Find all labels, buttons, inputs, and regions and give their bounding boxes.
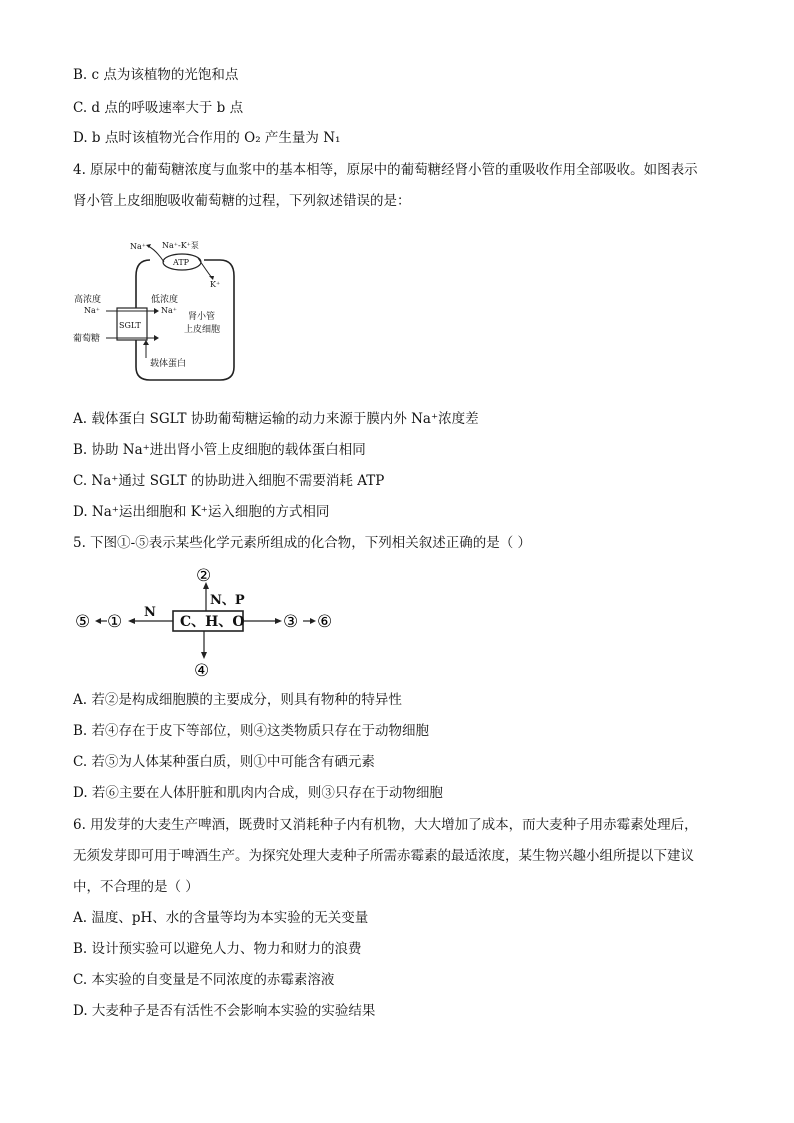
label-np: N、P (210, 593, 245, 608)
pump-label: Na⁺-K⁺泵 (162, 241, 199, 250)
q5-option-a: A. 若②是构成细胞膜的主要成分，则具有物种的特异性 (73, 692, 402, 708)
q5-stem: 5. 下图①-⑤表示某些化学元素所组成的化合物，下列相关叙述正确的是（ ） (73, 535, 532, 551)
compound-diagram (70, 562, 360, 682)
q6-option-c: C. 本实验的自变量是不同浓度的赤霉素溶液 (73, 972, 335, 988)
kidney-cell-diagram (70, 232, 250, 384)
q3-option-c: C. d 点的呼吸速率大于 b 点 (73, 100, 244, 116)
cell-label-2: 上皮细胞 (184, 325, 221, 335)
high-conc-label: 高浓度 (74, 295, 102, 305)
node-5: ⑤ (75, 612, 91, 632)
low-conc-label: 低浓度 (151, 295, 179, 305)
q5-option-c: C. 若⑤为人体某种蛋白质，则①中可能含有硒元素 (73, 754, 375, 770)
q4-stem-line2: 肾小管上皮细胞吸收葡萄糖的过程，下列叙述错误的是： (73, 193, 411, 209)
atp-label: ATP (173, 258, 190, 267)
cell-label-1: 肾小管 (188, 312, 216, 322)
q5-option-b: B. 若④存在于皮下等部位，则④这类物质只存在于动物细胞 (73, 723, 430, 739)
carrier-label: 载体蛋白 (150, 359, 187, 369)
node-3: ③ (283, 612, 299, 632)
q3-option-b: B. c 点为该植物的光饱和点 (73, 67, 239, 83)
k-label: K⁺ (210, 280, 221, 289)
node-4: ④ (194, 661, 210, 681)
q6-stem-line3: 中，不合理的是（ ） (73, 879, 199, 895)
na-out-label: Na⁺ (130, 242, 146, 251)
sglt-label: SGLT (119, 321, 141, 330)
q4-stem-line1: 4. 原尿中的葡萄糖浓度与血浆中的基本相等，原尿中的葡萄糖经肾小管的重吸收作用全部吸收。如图表示 (73, 162, 698, 178)
label-n: N (144, 605, 156, 620)
glucose-label: 葡萄糖 (73, 334, 101, 344)
q6-stem-line2: 无须发芽即可用于啤酒生产。为探究处理大麦种子所需赤霉素的最适浓度，某生物兴趣小组所提以下建议 (73, 848, 694, 864)
q6-option-b: B. 设计预实验可以避免人力、物力和财力的浪费 (73, 941, 362, 957)
q3-option-d: D. b 点时该植物光合作用的 O₂ 产生量为 N₁ (73, 130, 341, 146)
node-2: ② (196, 566, 212, 586)
q6-stem-line1: 6. 用发芽的大麦生产啤酒，既费时又消耗种子内有机物，大大增加了成本，而大麦种子用赤霉素处理后， (73, 817, 698, 833)
q4-option-a: A. 载体蛋白 SGLT 协助葡萄糖运输的动力来源于膜内外 Na⁺浓度差 (73, 411, 479, 427)
center-label: C、H、O (180, 614, 245, 630)
q5-option-d: D. 若⑥主要在人体肝脏和肌肉内合成，则③只存在于动物细胞 (73, 785, 443, 801)
na-low-label: Na⁺ (161, 306, 177, 315)
q4-option-b: B. 协助 Na⁺进出肾小管上皮细胞的载体蛋白相同 (73, 442, 366, 458)
node-6: ⑥ (317, 612, 333, 632)
na-high-label: Na⁺ (84, 306, 100, 315)
q6-option-a: A. 温度、pH、水的含量等均为本实验的无关变量 (73, 910, 369, 926)
node-1: ① (107, 612, 123, 632)
k-in-arrow (198, 258, 212, 278)
q4-option-d: D. Na⁺运出细胞和 K⁺运入细胞的方式相同 (73, 504, 330, 520)
q6-option-d: D. 大麦种子是否有活性不会影响本实验的实验结果 (73, 1003, 376, 1019)
q4-option-c: C. Na⁺通过 SGLT 的协助进入细胞不需要消耗 ATP (73, 473, 385, 489)
